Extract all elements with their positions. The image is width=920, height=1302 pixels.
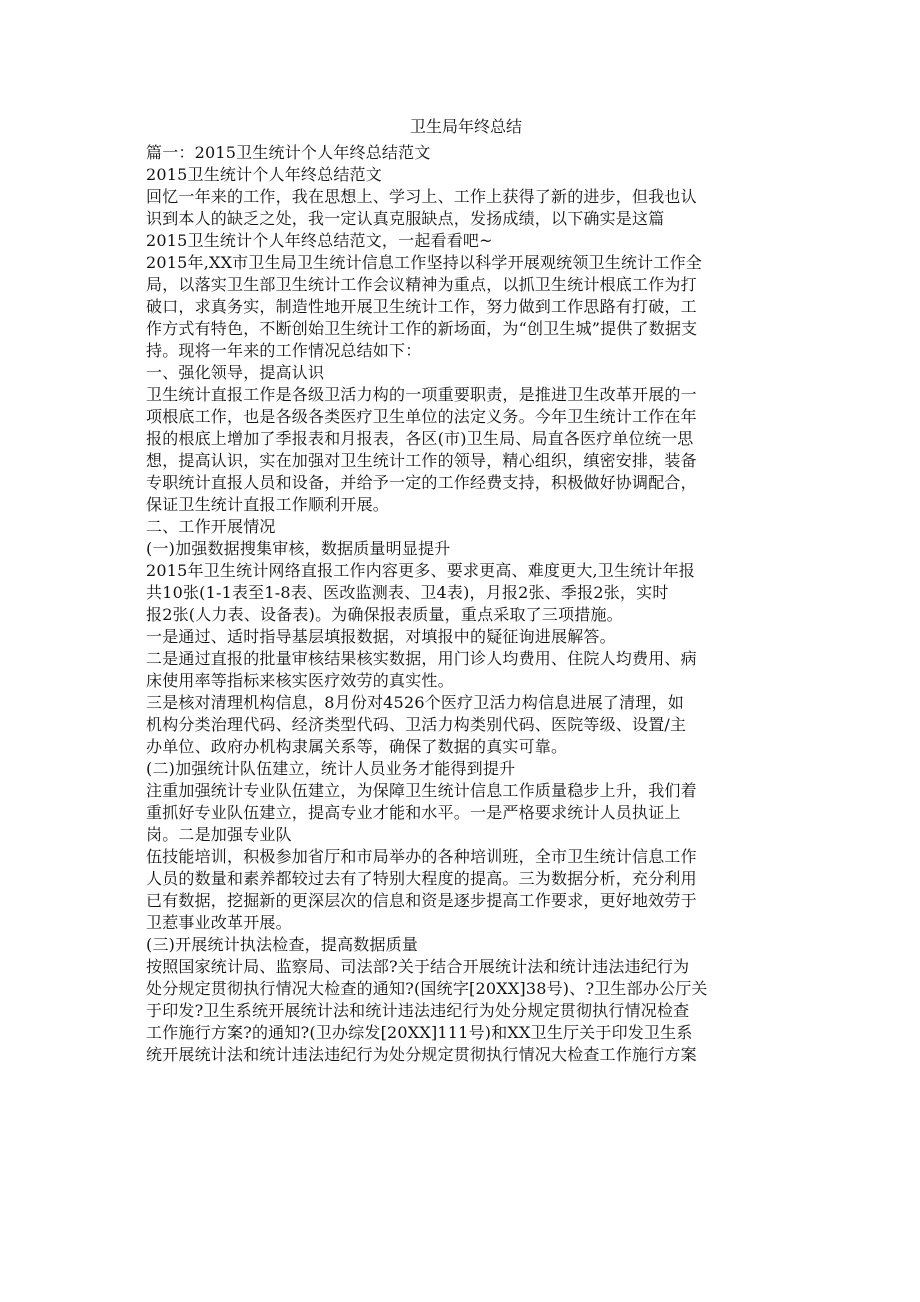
text-line: 作方式有特色，不断创始卫生统计工作的新场面，为“创卫生城”提供了数据支 <box>146 319 698 338</box>
document-title: 卫生局年终总结 <box>409 117 522 136</box>
text-line: 保证卫生统计直报工作顺利开展。 <box>146 495 390 514</box>
text-line: 于印发?卫生系统开展统计法和统计违法违纪行为处分规定贯彻执行情况检查 <box>146 1001 690 1020</box>
text-line: 回忆一年来的工作，我在思想上、学习上、工作上获得了新的进步，但我也认 <box>146 187 697 206</box>
text-line: 共10张(1-1表至1-8表、医改监测表、卫4表)，月报2张、季报2张，实时 <box>146 583 669 602</box>
document-page <box>146 112 786 1066</box>
text-line: 一是通过、适时指导基层填报数据，对填报中的疑征询进展解答。 <box>146 627 616 646</box>
text-line: (一)加强数据搜集审核，数据质量明显提升 <box>146 539 451 558</box>
text-line: 一、强化领导，提高认识 <box>146 363 325 382</box>
text-line: 篇一：2015卫生统计个人年终总结范文 <box>146 143 431 162</box>
text-line: 三是核对清理机构信息，8月份对4526个医疗卫活力构信息进展了清理，如 <box>146 693 684 712</box>
text-line: 2015年,XX市卫生局卫生统计信息工作坚持以科学开展观统领卫生统计工作全 <box>146 253 702 272</box>
text-line: 注重加强统计专业队伍建立，为保障卫生统计信息工作质量稳步上升，我们着 <box>146 781 697 800</box>
text-line: 重抓好专业队伍建立，提高专业才能和水平。一是严格要求统计人员执证上 <box>146 803 681 822</box>
text-line: 2015卫生统计个人年终总结范文 <box>146 165 382 184</box>
text-line: 人员的数量和素养都较过去有了特别大程度的提高。三为数据分析，充分利用 <box>146 869 697 888</box>
document-body <box>146 142 786 1066</box>
text-line: 局，以落实卫生部卫生统计工作会议精神为重点，以抓卫生统计根底工作为打 <box>146 275 697 294</box>
text-line: 岗。二是加强专业队 <box>146 825 292 844</box>
text-line: 办单位、政府办机构隶属关系等，确保了数据的真实可靠。 <box>146 737 568 756</box>
text-line: 统开展统计法和统计违法违纪行为处分规定贯彻执行情况大检查工作施行方案 <box>146 1045 697 1064</box>
text-line: 2015卫生统计个人年终总结范文，一起看看吧~ <box>146 231 493 250</box>
text-line: 二、工作开展情况 <box>146 517 276 536</box>
text-line: 识到本人的缺乏之处，我一定认真克服缺点，发扬成绩，以下确实是这篇 <box>146 209 665 228</box>
text-line: 卫生统计直报工作是各级卫活力构的一项重要职责，是推进卫生改革开展的一 <box>146 385 697 404</box>
text-line: 想，提高认识，实在加强对卫生统计工作的领导，精心组织，缜密安排，装备 <box>146 451 697 470</box>
text-line: 专职统计直报人员和设备，并给予一定的工作经费支持，积极做好协调配合， <box>146 473 697 492</box>
text-line: 报的根底上增加了季报表和月报表，各区(市)卫生局、局直各医疗单位统一思 <box>146 429 694 448</box>
text-line: 工作施行方案?的通知?(卫办综发[20XX]111号)和XX卫生厅关于印发卫生系 <box>146 1023 693 1042</box>
text-line: 床使用率等指标来核实医疗效劳的真实性。 <box>146 671 454 690</box>
text-line: 二是通过直报的批量审核结果核实数据，用门诊人均费用、住院人均费用、病 <box>146 649 697 668</box>
text-line: 卫惹事业改革开展。 <box>146 913 292 932</box>
text-line: 持。现将一年来的工作情况总结如下： <box>146 341 422 360</box>
text-line: (二)加强统计队伍建立，统计人员业务才能得到提升 <box>146 759 516 778</box>
text-line: 2015年卫生统计网络直报工作内容更多、要求更高、难度更大,卫生统计年报 <box>146 561 696 580</box>
text-line: 破口，求真务实，制造性地开展卫生统计工作，努力做到工作思路有打破，工 <box>146 297 697 316</box>
text-line: 伍技能培训，积极参加省厅和市局举办的各种培训班，全市卫生统计信息工作 <box>146 847 697 866</box>
text-line: 报2张(人力表、设备表)。为确保报表质量，重点采取了三项措施。 <box>146 605 623 624</box>
text-line: 已有数据，挖掘新的更深层次的信息和资是逐步提高工作要求，更好地效劳于 <box>146 891 697 910</box>
text-line: 处分规定贯彻执行情况大检查的通知?(国统字[20XX]38号)、?卫生部办公厅关 <box>146 979 708 998</box>
text-line: 机构分类治理代码、经济类型代码、卫活力构类别代码、医院等级、设置/主 <box>146 715 687 734</box>
text-line: (三)开展统计执法检查，提高数据质量 <box>146 935 419 954</box>
text-line: 项根底工作，也是各级各类医疗卫生单位的法定义务。今年卫生统计工作在年 <box>146 407 697 426</box>
text-line: 按照国家统计局、监察局、司法部?关于结合开展统计法和统计违法违纪行为 <box>146 957 690 976</box>
